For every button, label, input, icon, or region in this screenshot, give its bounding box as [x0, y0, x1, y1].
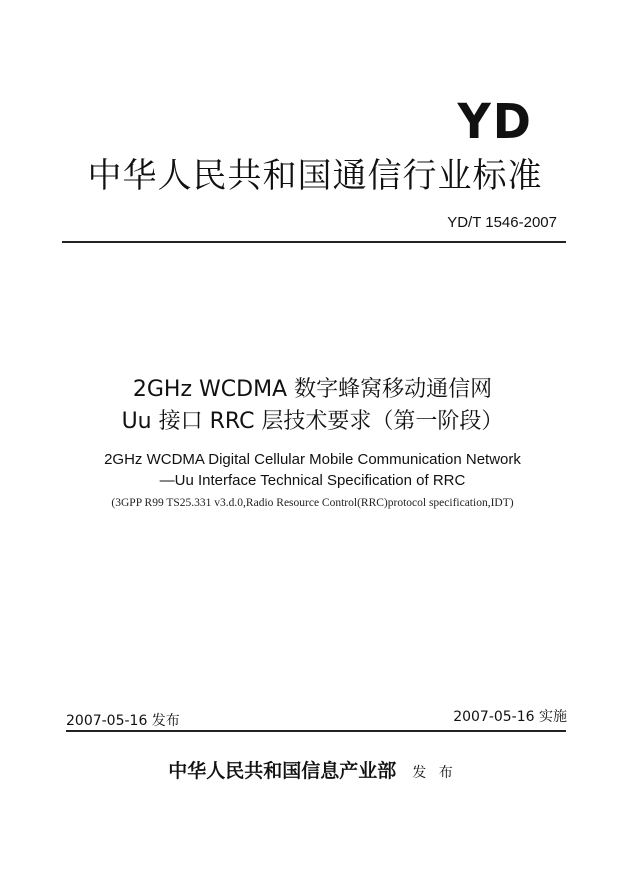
publisher-name: 中华人民共和国信息产业部 [168, 760, 397, 782]
issue-date: 2007-05-16 发布 [66, 713, 180, 729]
standard-title: 中华人民共和国通信行业标准 [87, 156, 543, 196]
standard-code: YD/T 1546-2007 [447, 214, 557, 231]
publisher-line [0, 756, 625, 783]
yd-logo: YD [457, 92, 533, 150]
publisher-action: 发 布 [412, 765, 457, 781]
title-reference-note: (3GPP R99 TS25.331 v3.d.0,Radio Resource Control(RRC)protocol specification,IDT) [111, 497, 514, 509]
top-divider [62, 241, 566, 243]
title-zh-line2: Uu 接口 RRC 层技术要求（第一阶段） [121, 409, 504, 434]
implementation-date: 2007-05-16 实施 [453, 709, 567, 725]
title-en-line1: 2GHz WCDMA Digital Cellular Mobile Communication Network [104, 451, 521, 468]
title-zh-line1: 2GHz WCDMA 数字蜂窝移动通信网 [132, 377, 493, 402]
bottom-divider [66, 730, 566, 732]
title-en-line2: —Uu Interface Technical Specification of RRC [159, 472, 466, 489]
